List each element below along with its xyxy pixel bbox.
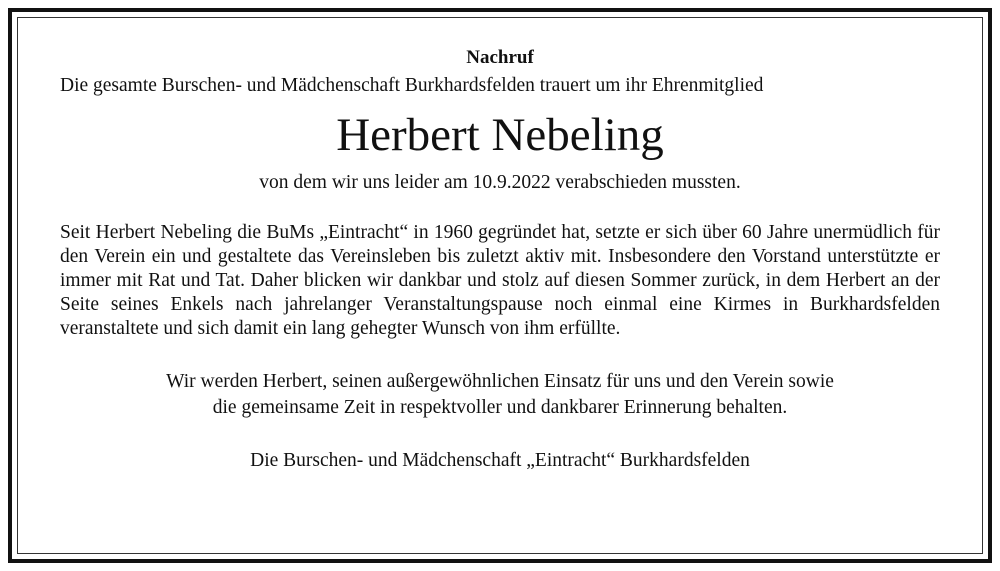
notice-heading: Nachruf — [466, 47, 534, 68]
closing-paragraph — [60, 369, 940, 421]
tribute-paragraph: Seit Herbert Nebeling die BuMs „Eintracht“ in 1960 gegründet hat, setzte er sich über 60 Jahre unermüdlich für den Verein ein und gestaltete das Vereinsleben bis zuletzt aktiv mit. Insbesondere den Vorstand unterstützte er immer mit Rat und Tat. Daher blicken wir dankbar und stolz auf diesen Sommer zurück, in dem Herbert an der Seite seines Enkels nach jahrelanger Veranstaltungspause noch einmal eine Kirmes in Burkhardsfelden veranstaltete und sich damit ein lang gehegter Wunsch von ihm erfüllte. — [60, 222, 940, 339]
obituary-notice — [60, 44, 940, 474]
signature-line: Die Burschen- und Mädchenschaft „Eintracht“ Burkhardsfelden — [250, 450, 750, 471]
closing-line: die gemeinsame Zeit in respektvoller und dankbarer Erinnerung behalten. — [212, 397, 788, 418]
closing-line: Wir werden Herbert, seinen außergewöhnlichen Einsatz für uns und den Verein sowie — [166, 371, 834, 392]
deceased-name: Herbert Nebeling — [336, 109, 664, 161]
farewell-line: von dem wir uns leider am 10.9.2022 verabschieden mussten. — [259, 172, 741, 193]
intro-line: Die gesamte Burschen- und Mädchenschaft Burkhardsfelden trauert um ihr Ehrenmitglied — [60, 75, 764, 96]
